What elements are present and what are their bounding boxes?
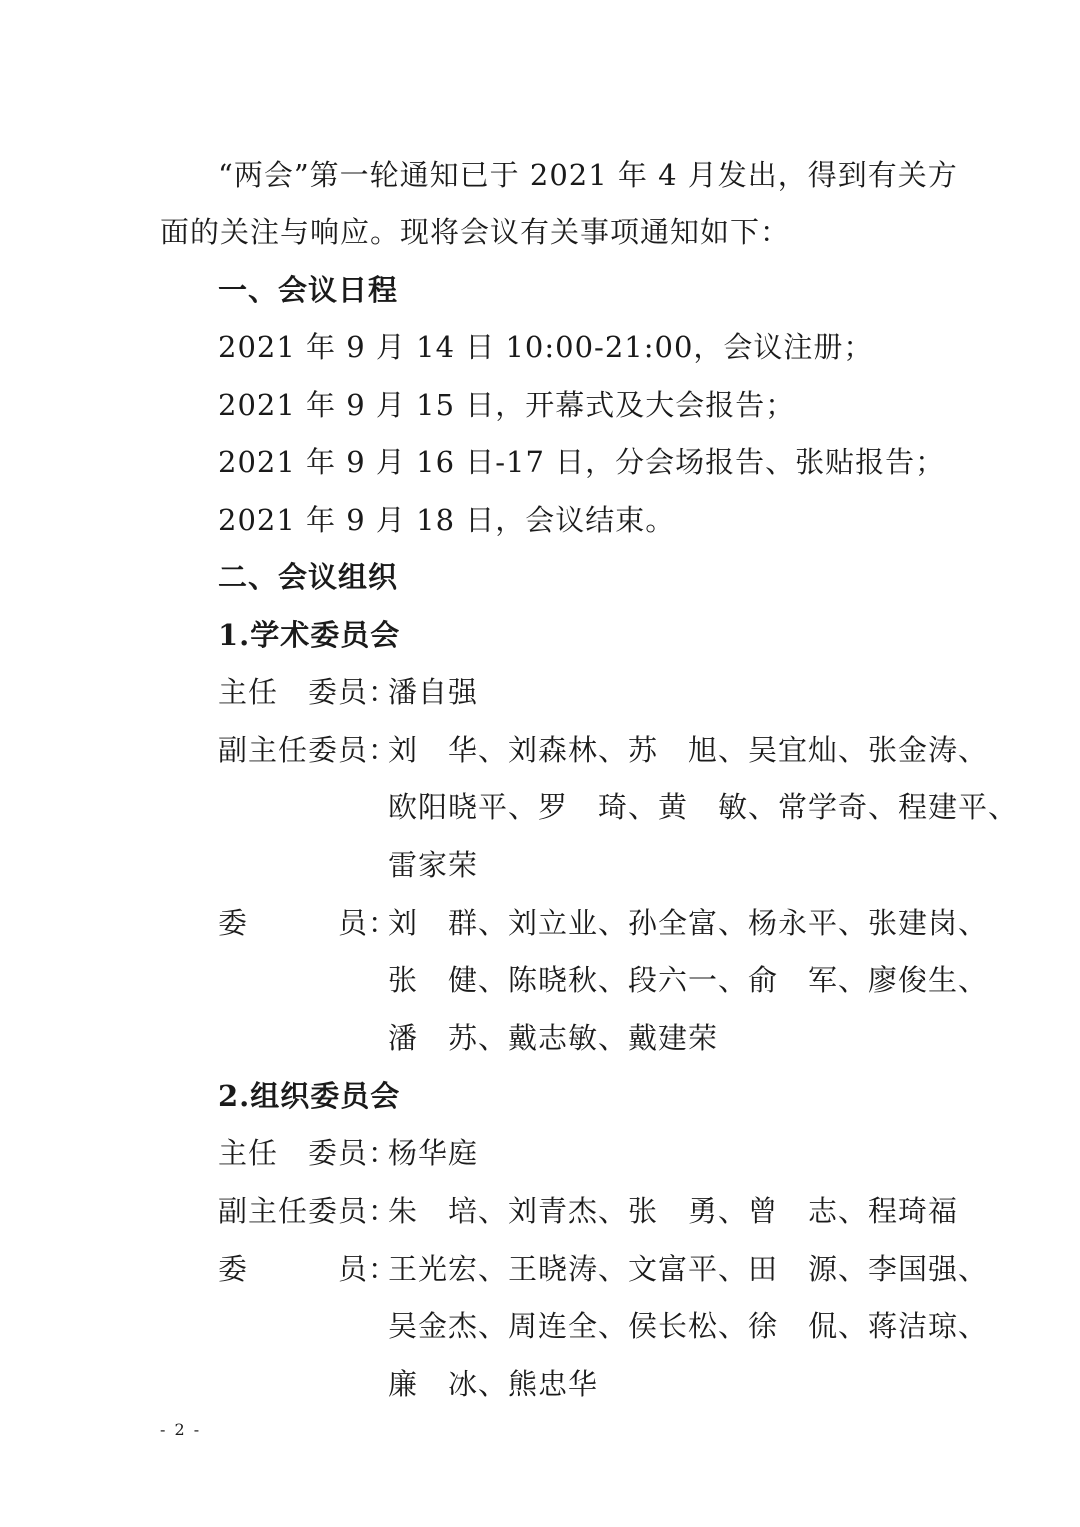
organizing-vice-names: 朱 培、刘青杰、张 勇、曾 志、程琦福: [388, 1194, 959, 1228]
academic-chair-name: 潘自强: [388, 675, 479, 709]
section-1-heading: 一、会议日程: [218, 273, 399, 307]
academic-vice-names: 雷家荣: [388, 848, 479, 882]
organizing-member-names: 王光宏、王晓涛、文富平、田 源、李国强、: [388, 1252, 989, 1286]
organizing-vice-label: 副主任委员：: [218, 1194, 399, 1228]
schedule-item: 2021 年 9 月 18 日，会议结束。: [218, 503, 676, 537]
page-number: - 2 -: [160, 1420, 202, 1439]
organizing-members-label: 委 员：: [218, 1252, 399, 1286]
schedule-item: 2021 年 9 月 15 日，开幕式及大会报告；: [218, 388, 796, 422]
section-2-heading: 二、会议组织: [218, 560, 399, 594]
academic-members-label: 委 员：: [218, 906, 399, 940]
schedule-item: 2021 年 9 月 16 日-17 日，分会场报告、张贴报告；: [218, 445, 946, 479]
organizing-chair-label: 主任 委员：: [218, 1136, 399, 1170]
intro-line-2: 面的关注与响应。现将会议有关事项通知如下：: [160, 215, 791, 249]
schedule-item: 2021 年 9 月 14 日 10:00-21:00，会议注册；: [218, 330, 874, 364]
academic-vice-names: 欧阳晓平、罗 琦、黄 敏、常学奇、程建平、: [388, 790, 1019, 824]
academic-member-names: 刘 群、刘立业、孙全富、杨永平、张建岗、: [388, 906, 989, 940]
academic-member-names: 张 健、陈晓秋、段六一、俞 军、廖俊生、: [388, 963, 989, 997]
organizing-member-names: 廉 冰、熊忠华: [388, 1367, 599, 1401]
organizing-member-names: 吴金杰、周连全、侯长松、徐 侃、蒋洁琼、: [388, 1309, 989, 1343]
academic-vice-label: 副主任委员：: [218, 733, 399, 767]
academic-committee-heading: 1.学术委员会: [218, 618, 401, 652]
academic-chair-label: 主任 委员：: [218, 675, 399, 709]
intro-line-1: “两会”第一轮通知已于 2021 年 4 月发出，得到有关方: [218, 158, 958, 192]
academic-member-names: 潘 苏、戴志敏、戴建荣: [388, 1021, 719, 1055]
organizing-committee-heading: 2.组织委员会: [218, 1079, 401, 1113]
academic-vice-names: 刘 华、刘森林、苏 旭、吴宜灿、张金涛、: [388, 733, 989, 767]
organizing-chair-name: 杨华庭: [388, 1136, 479, 1170]
